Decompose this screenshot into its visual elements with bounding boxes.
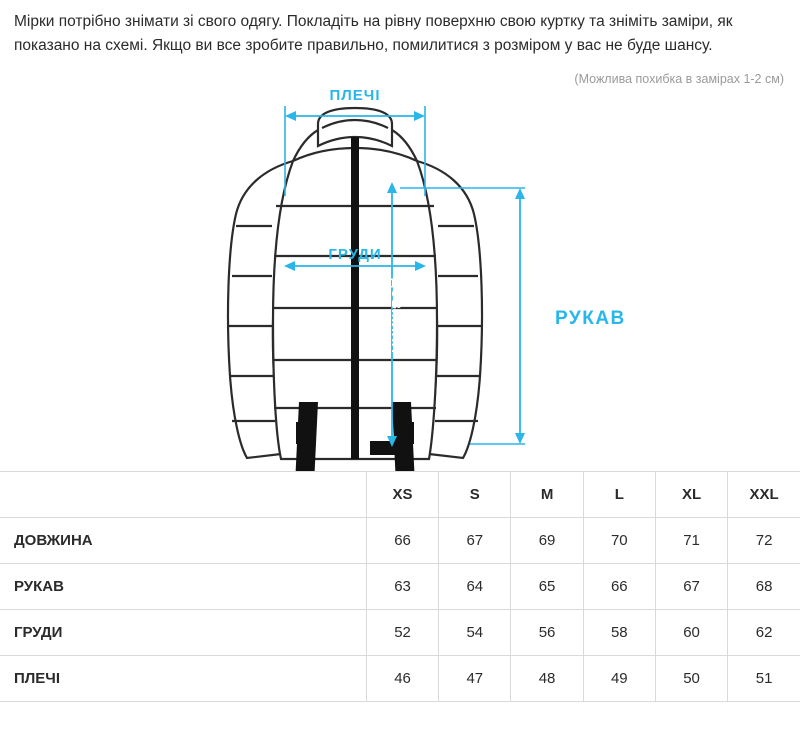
table-row	[0, 610, 800, 656]
cell-length-xl: 71	[655, 518, 727, 564]
jacket-diagram	[0, 86, 800, 471]
cell-length-s: 67	[439, 518, 511, 564]
cell-sleeve-xs: 63	[366, 564, 438, 610]
jacket-diagram-svg	[0, 86, 800, 471]
cell-sleeve-s: 64	[439, 564, 511, 610]
intro-paragraph: Мірки потрібно знімати зі свого одягу. Покладіть на рівну поверхню свою куртку та зніміть заміри, як показано на схемі. Якщо ви все зробите правильно, помилитися з розміром у вас не буде шансу.	[14, 13, 733, 55]
cell-sleeve-xl: 67	[655, 564, 727, 610]
cell-chest-s: 54	[439, 610, 511, 656]
size-table	[0, 471, 800, 702]
label-chest: ГРУДИ	[328, 246, 382, 264]
row-label-shoulders: ПЛЕЧІ	[0, 656, 366, 702]
cell-chest-xl: 60	[655, 610, 727, 656]
cell-chest-m: 56	[511, 610, 583, 656]
table-row	[0, 656, 800, 702]
row-label-sleeve: РУКАВ	[0, 564, 366, 610]
size-header-xl: XL	[655, 472, 727, 518]
cell-shoulders-xs: 46	[366, 656, 438, 702]
cell-shoulders-xl: 50	[655, 656, 727, 702]
size-header-xxl: XXL	[728, 472, 800, 518]
size-header-s: S	[439, 472, 511, 518]
cell-sleeve-xxl: 68	[728, 564, 800, 610]
cell-length-l: 70	[583, 518, 655, 564]
label-sleeve: РУКАВ	[555, 308, 626, 330]
cell-shoulders-s: 47	[439, 656, 511, 702]
table-header-row	[0, 472, 800, 518]
cell-shoulders-xxl: 51	[728, 656, 800, 702]
label-length: ДОВЖИНА	[389, 278, 404, 354]
table-row	[0, 518, 800, 564]
jacket-illustration	[228, 108, 482, 471]
measurement-tolerance-note: (Можлива похибка в замірах 1-2 см)	[574, 72, 784, 87]
cell-chest-l: 58	[583, 610, 655, 656]
label-shoulders: ПЛЕЧІ	[329, 87, 381, 105]
size-header-l: L	[583, 472, 655, 518]
cell-length-xs: 66	[366, 518, 438, 564]
row-label-length: ДОВЖИНА	[0, 518, 366, 564]
cell-chest-xxl: 62	[728, 610, 800, 656]
size-header-xs: XS	[366, 472, 438, 518]
cell-sleeve-l: 66	[583, 564, 655, 610]
row-label-chest: ГРУДИ	[0, 610, 366, 656]
cell-sleeve-m: 65	[511, 564, 583, 610]
cell-chest-xs: 52	[366, 610, 438, 656]
size-header-m: M	[511, 472, 583, 518]
table-corner	[0, 472, 366, 518]
cell-length-xxl: 72	[728, 518, 800, 564]
cell-shoulders-m: 48	[511, 656, 583, 702]
cell-length-m: 69	[511, 518, 583, 564]
cell-shoulders-l: 49	[583, 656, 655, 702]
table-row	[0, 564, 800, 610]
